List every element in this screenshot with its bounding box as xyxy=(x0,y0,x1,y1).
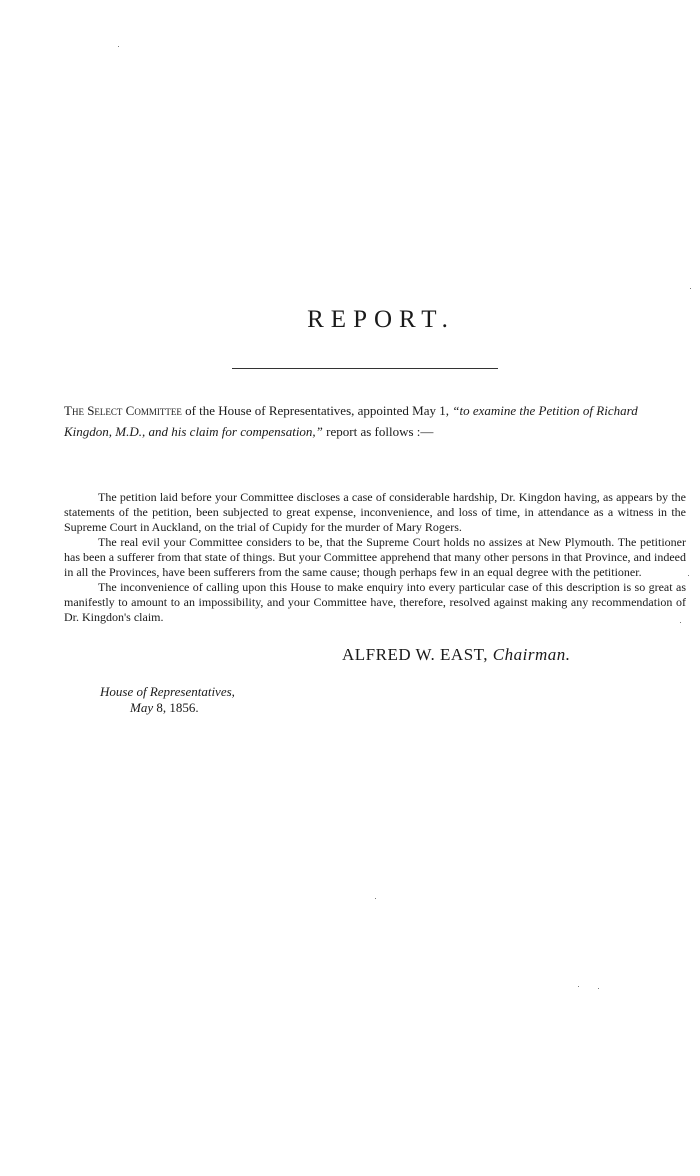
signature xyxy=(342,645,571,665)
report-body xyxy=(64,490,686,625)
scan-speck xyxy=(578,986,579,987)
body-paragraph: The petition laid before your Committee discloses a case of considerable hardship, Dr. Kingdon having, as appears by the statements of the petition, been subjected to great expense, inconvenience, and loss of time, in attendance as a witness in the Supreme Court in Auckland, on the trial of Cupidy for the murder of Mary Rogers. xyxy=(64,490,686,534)
scan-speck xyxy=(118,46,119,47)
scan-speck xyxy=(375,898,376,899)
title-rule xyxy=(232,368,498,369)
intro-tail: report as follows :— xyxy=(322,424,434,439)
committee-lead: The Select Committee xyxy=(64,403,182,418)
date-month: May xyxy=(130,700,154,715)
scan-speck xyxy=(688,575,689,576)
scan-speck xyxy=(680,622,681,623)
place-line: House of Representatives, xyxy=(100,684,235,699)
body-paragraph: The inconvenience of calling upon this House to make enquiry into every particular case of this description is so great as manifestly to amount to an impossibility, and your Committee have, therefore, resolved against making any recommendation of Dr. Kingdon's claim. xyxy=(64,580,686,624)
date-line xyxy=(130,700,199,716)
intro-rest: of the House of Representatives, appointed May 1, xyxy=(181,403,453,418)
intro-paragraph xyxy=(64,400,684,442)
date-rest: 8, 1856. xyxy=(153,700,199,715)
scan-speck xyxy=(598,988,599,989)
body-paragraph: The real evil your Committee considers to be, that the Supreme Court holds no assizes at New Plymouth. The petitioner has been a sufferer from that state of things. But your Committee apprehend that many other persons in that Province, and indeed in all the Provinces, have been sufferers from the same cause; though perhaps few in an equal degree with the petitioner. xyxy=(64,535,686,579)
signatory-role: Chairman. xyxy=(492,645,571,664)
page-title: REPORT. xyxy=(307,306,455,333)
signatory-name: ALFRED W. EAST, xyxy=(342,645,489,664)
intro-quote: “to examine the Petition of Richard Kingdon, M.D., and his claim for compensation,” xyxy=(64,403,638,439)
scan-speck xyxy=(690,288,691,289)
